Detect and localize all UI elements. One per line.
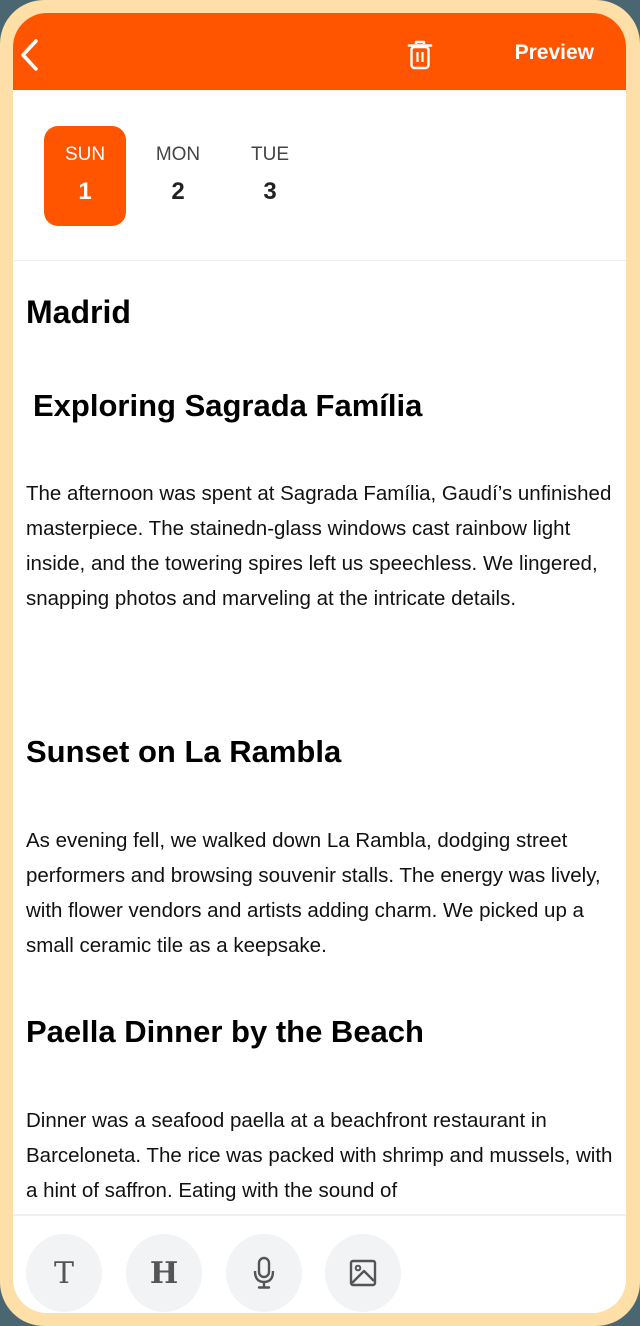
section-body[interactable]: The afternoon was spent at Sagrada Família, Gaudí’s unfinished masterpiece. The stainedn-glass windows cast rainbow light inside, and the towering spires left us speechless. We lingered, snapping photos and marveling at the intricate details. <box>26 482 612 610</box>
chevron-left-icon <box>19 37 41 73</box>
top-bar <box>13 13 626 90</box>
journal-editor[interactable] <box>13 261 626 1214</box>
voice-note-button[interactable] <box>226 1234 302 1312</box>
day-of-week: MON <box>155 144 201 165</box>
day-of-week: TUE <box>251 144 289 165</box>
delete-button[interactable] <box>406 39 434 71</box>
day-number: 3 <box>263 178 277 205</box>
trash-icon <box>406 39 434 71</box>
section-heading[interactable]: Paella Dinner by the Beach <box>26 1014 424 1049</box>
text-icon: T <box>53 1255 74 1291</box>
section-heading[interactable]: Exploring Sagrada Família <box>33 388 423 423</box>
day-selector <box>13 90 626 261</box>
section-heading[interactable]: Sunset on La Rambla <box>26 734 342 769</box>
app-screen <box>13 13 626 1313</box>
preview-button[interactable]: Preview <box>514 41 594 64</box>
add-text-button[interactable] <box>26 1234 102 1312</box>
section-body[interactable]: Dinner was a seafood paella at a beachfront restaurant in Barceloneta. The rice was packed with shrimp and mussels, with a hint of saffron. Eating with the sound of <box>26 1109 613 1202</box>
day-tab-tue[interactable] <box>229 126 311 226</box>
day-of-week: SUN <box>64 144 106 165</box>
heading-icon: H <box>149 1255 179 1291</box>
microphone-icon <box>252 1256 276 1290</box>
add-image-button[interactable] <box>325 1234 401 1312</box>
city-title[interactable]: Madrid <box>26 294 131 330</box>
image-icon <box>349 1259 377 1287</box>
add-heading-button[interactable] <box>126 1234 202 1312</box>
editor-toolbar <box>13 1214 626 1313</box>
day-number: 2 <box>171 178 185 205</box>
day-tab-mon[interactable] <box>137 126 219 226</box>
day-number: 1 <box>78 178 92 205</box>
section-body[interactable]: As evening fell, we walked down La Rambla, dodging street performers and browsing souvenir stalls. The energy was lively, with flower vendors and artists adding charm. We picked up a small ceramic tile as a keepsake. <box>26 829 601 957</box>
day-tab-sun[interactable] <box>44 126 126 226</box>
back-button[interactable] <box>15 35 45 75</box>
